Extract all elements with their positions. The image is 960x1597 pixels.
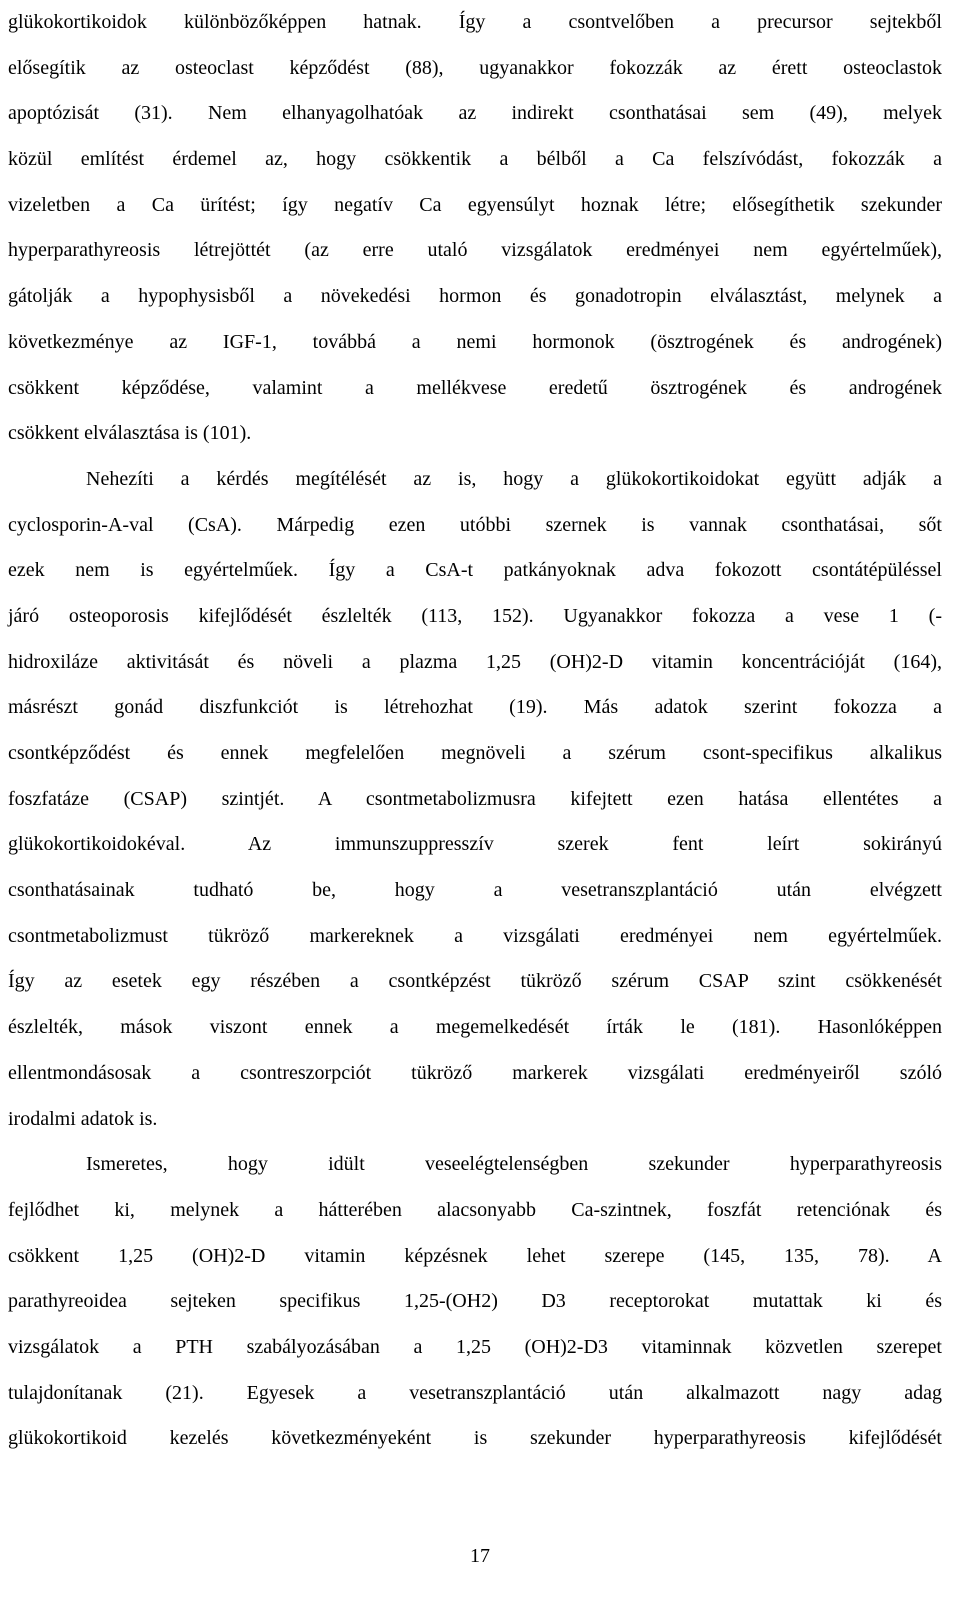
text-line: ellentmondásosak a csontreszorpciót tükröző markerek vizsgálati eredményeiről szóló — [8, 1061, 942, 1084]
text-line: elősegítik az osteoclast képződést (88), ugyanakkor fokozzák az érett osteoclastok — [8, 56, 942, 79]
text-line: járó osteoporosis kifejlődését észlelték (113, 152). Ugyanakkor fokozza a vese 1 (- — [8, 604, 942, 627]
text-line: csontképződést és ennek megfelelően megnöveli a szérum csont-specifikus alkalikus — [8, 742, 942, 764]
text-line: glükokortikoid kezelés következményeként is szekunder hyperparathyreosis kifejlődését — [8, 1427, 942, 1450]
text-line: apoptózisát (31). Nem elhanyagolhatóak az indirekt csonthatásai sem (49), melyek — [8, 102, 942, 125]
text-line: csontmetabolizmust tükröző markereknek a vizsgálati eredményei nem egyértelműek. — [8, 924, 942, 947]
text-line: tulajdonítanak (21). Egyesek a vesetranszplantáció után alkalmazott nagy adag — [8, 1381, 942, 1404]
text-line: ezek nem is egyértelműek. Így a CsA-t patkányoknak adva fokozott csontátépüléssel — [8, 559, 942, 582]
text-line: csonthatásainak tudható be, hogy a vesetranszplantáció után elvégzett — [8, 879, 942, 902]
text-line: észlelték, mások viszont ennek a megemelkedését írták le (181). Hasonlóképpen — [8, 1016, 942, 1039]
text-line: fejlődhet ki, melynek a hátterében alacsonyabb Ca-szintnek, foszfát retenciónak és — [8, 1198, 942, 1221]
text-line: Ismeretes, hogy idült veseelégtelenségben szekunder hyperparathyreosis — [86, 1153, 942, 1176]
text-line: közül említést érdemel az, hogy csökkentik a bélből a Ca felszívódást, fokozzák a — [8, 148, 942, 171]
text-line: parathyreoidea sejteken specifikus 1,25-(OH2) D3 receptorokat mutattak ki és — [8, 1290, 942, 1313]
text-line: következménye az IGF-1, továbbá a nemi hormonok (ösztrogének és androgének) — [8, 330, 942, 353]
text-line: hidroxiláze aktivitását és növeli a plazma 1,25 (OH)2-D vitamin koncentrációját (164), — [8, 650, 942, 673]
paragraph — [8, 457, 942, 1142]
paragraph — [8, 0, 942, 457]
text-line: Így az esetek egy részében a csontképzést tükröző szérum CSAP szint csökkenését — [8, 970, 942, 993]
text-line: foszfatáze (CSAP) szintjét. A csontmetabolizmusra kifejtett ezen hatása ellentétes a — [8, 787, 942, 810]
text-line: glükokortikoidok különbözőképpen hatnak. Így a csontvelőben a precursor sejtekből — [8, 11, 942, 33]
text-line: vizsgálatok a PTH szabályozásában a 1,25 (OH)2-D3 vitaminnak közvetlen szerepet — [8, 1335, 942, 1358]
text-line: csökkent 1,25 (OH)2-D vitamin képzésnek lehet szerepe (145, 135, 78). A — [8, 1244, 942, 1267]
text-line: glükokortikoidokéval. Az immunszuppresszív szerek fent leírt sokirányú — [8, 833, 942, 856]
text-line: Nehezíti a kérdés megítélését az is, hogy a glükokortikoidokat együtt adják a — [86, 467, 942, 490]
document-body — [8, 0, 942, 1462]
page-number: 17 — [470, 1545, 490, 1567]
text-line: vizeletben a Ca ürítést; így negatív Ca egyensúlyt hoznak létre; elősegíthetik szekunder — [8, 193, 942, 216]
text-line: gátolják a hypophysisből a növekedési hormon és gonadotropin elválasztást, melynek a — [8, 285, 942, 308]
text-line: cyclosporin-A-val (CsA). Márpedig ezen utóbbi szernek is vannak csonthatásai, sőt — [8, 513, 942, 536]
text-line: irodalmi adatok is. — [8, 1107, 158, 1130]
text-line: hyperparathyreosis létrejöttét (az erre utaló vizsgálatok eredményei nem egyértelműek), — [8, 239, 942, 262]
text-line: másrészt gonád diszfunkciót is létrehozhat (19). Más adatok szerint fokozza a — [8, 696, 942, 719]
paragraph — [8, 1142, 942, 1462]
text-line: csökkent képződése, valamint a mellékvese eredetű ösztrogének és androgének — [8, 376, 942, 399]
text-line: csökkent elválasztása is (101). — [8, 422, 252, 445]
